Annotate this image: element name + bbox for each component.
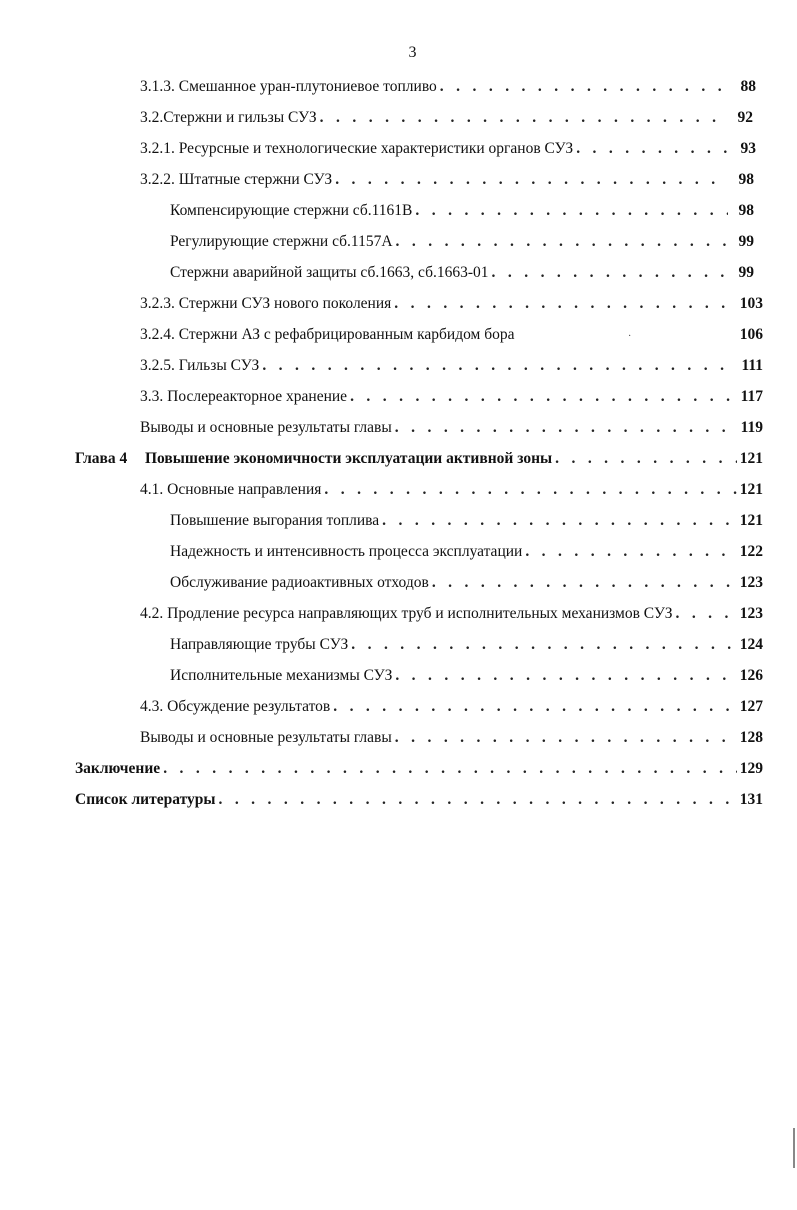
toc-entry-page: 88: [740, 78, 756, 95]
toc-entry-3-1-3[interactable]: [140, 77, 756, 97]
toc-dot-leader: [335, 170, 728, 190]
toc-entry-actuators[interactable]: [170, 666, 763, 686]
toc-entry-page: 121: [739, 450, 763, 467]
toc-entry-4-1[interactable]: [140, 480, 763, 500]
toc-dot-leader: [333, 697, 737, 717]
toc-dot-leader: [262, 356, 737, 376]
toc-entry-label: Обслуживание радиоактивных отходов: [170, 574, 429, 591]
toc-entry-label: Направляющие трубы СУЗ: [170, 636, 349, 653]
toc-entry-page: 92: [737, 109, 753, 126]
toc-entry-label: 4.1. Основные направления: [140, 481, 322, 498]
toc-dot-leader: [395, 728, 737, 748]
toc-entry-page: 99: [738, 264, 754, 281]
toc-entry-page: 128: [739, 729, 763, 746]
toc-entry-fuel-burnup[interactable]: [170, 511, 763, 531]
toc-dot-leader: [382, 511, 737, 531]
chapter-title: Повышение экономичности эксплуатации активной зоны: [145, 450, 553, 467]
toc-entry-conclusion[interactable]: [75, 759, 763, 779]
toc-dot-leader: [350, 387, 737, 407]
toc-entry-4-2[interactable]: [140, 604, 763, 624]
toc-dot-leader: [432, 573, 737, 593]
toc-entry-emergency-rods[interactable]: [170, 263, 754, 283]
toc-dot-leader: [396, 232, 728, 252]
toc-entry-label: 4.3. Обсуждение результатов: [140, 698, 331, 715]
toc-entry-label: Список литературы: [75, 791, 216, 808]
toc-entry-label: 3.2.4. Стержни АЗ с рефабрицированным карбидом бора: [140, 326, 515, 343]
toc-entry-label: Надежность и интенсивность процесса эксплуатации: [170, 543, 523, 560]
toc-entry-label: 3.3. Послереакторное хранение: [140, 388, 348, 405]
toc-entry-page: 98: [738, 171, 754, 188]
scan-speck: ·: [628, 331, 632, 342]
toc-entry-page: 122: [739, 543, 763, 560]
toc-entry-page: 123: [739, 574, 763, 591]
toc-dot-leader: [395, 666, 737, 686]
toc-entry-reliability[interactable]: [170, 542, 763, 562]
toc-entry-regulating-rods[interactable]: [170, 232, 754, 252]
toc-entry-page: 121: [739, 481, 763, 498]
toc-dot-leader: [320, 108, 727, 128]
toc-dot-leader: [395, 418, 737, 438]
toc-dot-leader: [576, 139, 730, 159]
toc-entry-3-2-4[interactable]: [140, 325, 763, 345]
toc-entry-page: 121: [739, 512, 763, 529]
toc-entry-label: 3.2.1. Ресурсные и технологические характеристики органов СУЗ: [140, 140, 574, 157]
toc-entry-label: Повышение выгорания топлива: [170, 512, 380, 529]
page-number: 3: [408, 44, 417, 61]
toc-entry-3-2-5[interactable]: [140, 356, 763, 376]
toc-entry-page: 124: [739, 636, 763, 653]
toc-entry-label: 3.2.Стержни и гильзы СУЗ: [140, 109, 317, 126]
toc-entry-references[interactable]: [75, 790, 763, 810]
toc-entry-label: 3.2.5. Гильзы СУЗ: [140, 357, 260, 374]
toc-dot-leader: [218, 790, 737, 810]
toc-entry-label: 3.1.3. Смешанное уран-плутониевое топливо: [140, 78, 437, 95]
toc-entry-page: 111: [741, 357, 763, 374]
toc-entry-page: 99: [738, 233, 754, 250]
toc-entry-label: 4.2. Продление ресурса направляющих труб и исполнительных механизмов СУЗ: [140, 605, 673, 622]
toc-dot-leader: [324, 480, 737, 500]
toc-entry-label: 3.2.3. Стержни СУЗ нового поколения: [140, 295, 392, 312]
toc-dot-leader: [492, 263, 728, 283]
toc-dot-leader: [525, 542, 737, 562]
toc-entry-3-2-2[interactable]: [140, 170, 754, 190]
toc-entry-3-2[interactable]: [140, 108, 753, 128]
toc-entry-radwaste[interactable]: [170, 573, 763, 593]
toc-entry-page: 93: [740, 140, 756, 157]
toc-entry-label: [75, 449, 555, 469]
toc-entry-page: 127: [739, 698, 763, 715]
toc-entry-guide-tubes[interactable]: [170, 635, 763, 655]
toc-entry-compensating-rods[interactable]: [170, 201, 754, 221]
toc-entry-label: Исполнительные механизмы СУЗ: [170, 667, 393, 684]
toc-entry-ch3-conclusions[interactable]: [140, 418, 763, 438]
toc-dot-leader: [394, 294, 737, 314]
toc-entry-label: Регулирующие стержни сб.1157А: [170, 233, 393, 250]
toc-entry-page: 123: [739, 605, 763, 622]
toc-entry-page: 129: [739, 760, 763, 777]
toc-dot-leader: [555, 449, 737, 469]
toc-dot-leader: [675, 604, 737, 624]
chapter-number: Глава 4: [75, 450, 128, 467]
toc-entry-page: 117: [740, 388, 763, 405]
toc-entry-label: Выводы и основные результаты главы: [140, 419, 392, 436]
toc-entry-4-3[interactable]: [140, 697, 763, 717]
toc-entry-3-2-3[interactable]: [140, 294, 763, 314]
toc-entry-chapter-4[interactable]: [75, 449, 763, 469]
toc-entry-3-3[interactable]: [140, 387, 763, 407]
toc-entry-label: Стержни аварийной защиты сб.1663, сб.1663-01: [170, 264, 489, 281]
toc-entry-page: 131: [739, 791, 763, 808]
toc-entry-label: Компенсирующие стержни сб.1161В: [170, 202, 413, 219]
toc-dot-leader: [440, 77, 730, 97]
toc-entry-page: 119: [740, 419, 763, 436]
toc-entry-page: 106: [739, 326, 763, 343]
toc-entry-page: 103: [739, 295, 763, 312]
toc-entry-page: 126: [739, 667, 763, 684]
toc-dot-leader: [351, 635, 737, 655]
toc-entry-3-2-1[interactable]: [140, 139, 756, 159]
toc-entry-ch4-conclusions[interactable]: [140, 728, 763, 748]
toc-entry-label: Выводы и основные результаты главы: [140, 729, 392, 746]
toc-entry-label: 3.2.2. Штатные стержни СУЗ: [140, 171, 333, 188]
toc-entry-page: 98: [738, 202, 754, 219]
toc-dot-leader: [163, 759, 737, 779]
toc-dot-leader: [415, 201, 728, 221]
toc-entry-label: Заключение: [75, 760, 161, 777]
scan-edge-mark: [793, 1128, 795, 1168]
